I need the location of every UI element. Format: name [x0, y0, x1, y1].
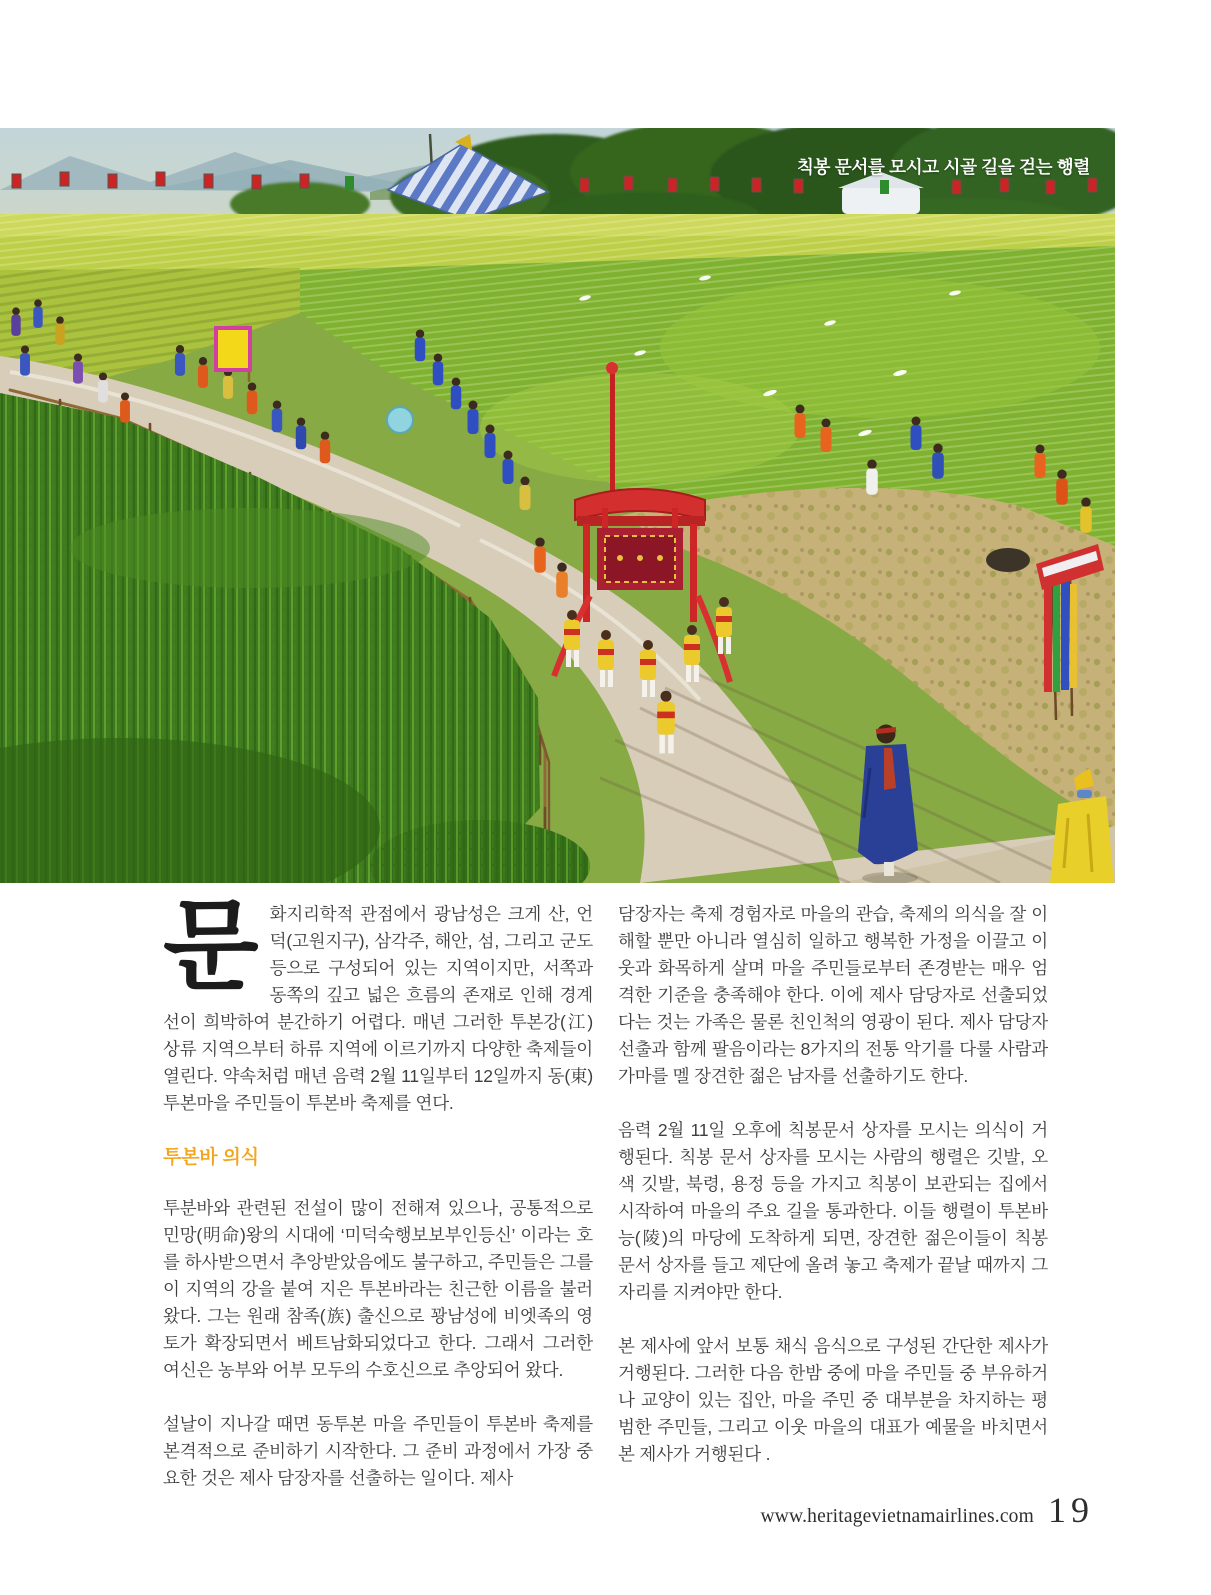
photo-caption: 칙봉 문서를 모시고 시골 길을 걷는 행렬: [796, 157, 1090, 177]
article-body: [163, 890, 1048, 1492]
left-paragraph-1-text: 화지리학적 관점에서 광남성은 크게 산, 언덕(고원지구), 삼각주, 해안, 섬, 그리고 군도 등으로 구성되어 있는 지역이지만, 서쪽과 동쪽의 깊고 넓은 흐름의 존재로 인해 경계선이 희박하여 분간하기 어렵다. 매년 그러한 투본강(江) 상류 지역으부터 하류 지역에 이르기까지 다양한 축제들이 열린다. 약속처럼 매년 음력 2월 11일부터 12일까지 동(東)투본마을 주민들이 투본바 축제를 연다.: [163, 904, 593, 1113]
hero-photo-illustration: [0, 128, 1115, 883]
right-paragraph-2: 음력 2월 11일 오후에 칙봉문서 상자를 모시는 의식이 거행된다. 칙봉 문서 상자를 모시는 사람의 행렬은 깃발, 오색 깃발, 북령, 용정 등을 가지고 칙봉이 보관되는 집에서 시작하여 마을의 주요 길을 통과한다. 이들 행렬이 투본바능(陵)의 마당에 도착하게 되면, 장견한 젊은이들이 칙봉 문서 상자를 들고 제단에 올려 놓고 축제가 끝날 때까지 그 자리를 지켜야만 한다.: [618, 1120, 1048, 1302]
drop-cap: 문: [163, 890, 255, 1001]
footer-url: www.heritagevietnamairlines.com: [760, 1506, 1034, 1527]
left-column: [163, 890, 593, 1492]
section-heading: 투본바 의식: [163, 1147, 259, 1168]
left-paragraph-3: 설날이 지나갈 때면 동투본 마을 주민들이 투본바 축제를 본격적으로 준비하기 시작한다. 그 준비 과정에서 가장 중요한 것은 제사 담장자를 선출하는 일이다. 제사: [163, 1414, 593, 1488]
page-number: 19: [1048, 1490, 1094, 1530]
page-footer: [760, 1489, 1094, 1531]
right-paragraph-3: 본 제사에 앞서 보통 채식 음식으로 구성된 간단한 제사가 거행된다. 그러한 다음 한밤 중에 마을 주민들 중 부유하거나 교양이 있는 집안, 마을 주민 중 대부분을 차지하는 평범한 주민들, 그리고 이웃 마을의 대표가 예물을 바치면서 본 제사가 거행된다 .: [618, 1336, 1048, 1464]
left-paragraph-2: 투분바와 관련된 전설이 많이 전해져 있으나, 공통적으로 민망(明命)왕의 시대에 ‘미덕숙행보보부인등신’ 이라는 호를 하사받으면서 추앙받았음에도 불구하고, 주민들은 그를 이 지역의 강을 붙여 지은 투본바라는 친근한 이름을 불러 왔다. 그는 원래 참족(族) 출신으로 꽝남성에 비엣족의 영토가 확장되면서 베트남화되었다고 한다. 그래서 그러한 여신은 농부와 어부 모두의 수호신으로 추앙되어 왔다.: [163, 1198, 593, 1380]
yellow-banner-flag: [216, 328, 250, 370]
hero-photo: [0, 128, 1115, 883]
left-paragraph-1: [163, 890, 593, 1117]
right-column: [618, 901, 1048, 1492]
right-paragraph-1: 담장자는 축제 경험자로 마을의 관습, 축제의 의식을 잘 이해할 뿐만 아니라 열심히 일하고 행복한 가정을 이끌고 이웃과 화목하게 살며 마을 주민들로부터 존경받는 매우 엄격한 기준을 충족해야 한다. 이에 제사 담당자로 선출되었다는 것는 가족은 물론 친인척의 영광이 된다. 제사 담당자 선출과 함께 팔음이라는 8가지의 전통 악기를 다룰 사람과 가마를 멜 장견한 젊은 남자를 선출하기도 한다.: [618, 904, 1048, 1086]
